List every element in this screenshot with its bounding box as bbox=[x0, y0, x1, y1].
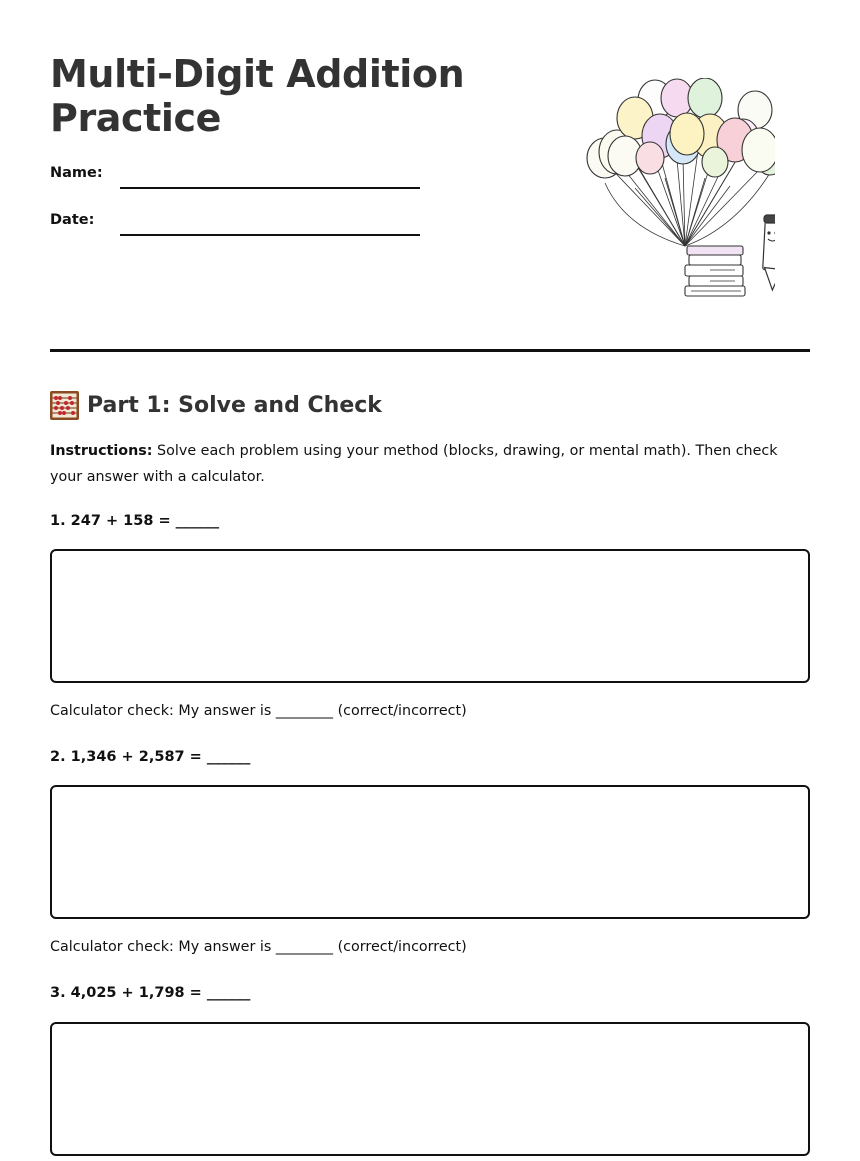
part1-instructions bbox=[50, 438, 810, 490]
problem-3-work-box[interactable] bbox=[50, 1022, 810, 1156]
problem-1-calculator-check: Calculator check: My answer is ________ (correct/incorrect) bbox=[50, 703, 467, 719]
balloons-books-pencil-illustration bbox=[565, 78, 775, 300]
date-field[interactable] bbox=[50, 211, 420, 235]
name-field[interactable] bbox=[50, 164, 420, 188]
problem-3-label: 3. 4,025 + 1,798 = ______ bbox=[50, 985, 251, 1001]
part1-heading bbox=[50, 389, 382, 421]
problem-1-work-box[interactable] bbox=[50, 549, 810, 683]
instructions-label: Instructions: bbox=[50, 443, 153, 459]
problem-2-label: 2. 1,346 + 2,587 = ______ bbox=[50, 749, 251, 765]
worksheet-page bbox=[50, 0, 810, 1161]
instructions-text: Solve each problem using your method (blocks, drawing, or mental math). Then check your answer with a calculator. bbox=[50, 443, 778, 485]
name-label: Name: bbox=[50, 165, 103, 181]
worksheet-title: Multi-Digit Addition Practice bbox=[50, 52, 465, 140]
date-blank-line[interactable] bbox=[120, 234, 420, 236]
problem-2-calculator-check: Calculator check: My answer is ________ (correct/incorrect) bbox=[50, 939, 467, 955]
part1-title: Part 1: Solve and Check bbox=[87, 392, 382, 418]
problem-1-label: 1. 247 + 158 = ______ bbox=[50, 513, 220, 529]
problem-2-work-box[interactable] bbox=[50, 785, 810, 919]
header-divider bbox=[50, 349, 810, 352]
abacus-icon bbox=[50, 391, 79, 420]
date-label: Date: bbox=[50, 212, 95, 228]
name-blank-line[interactable] bbox=[120, 187, 420, 189]
